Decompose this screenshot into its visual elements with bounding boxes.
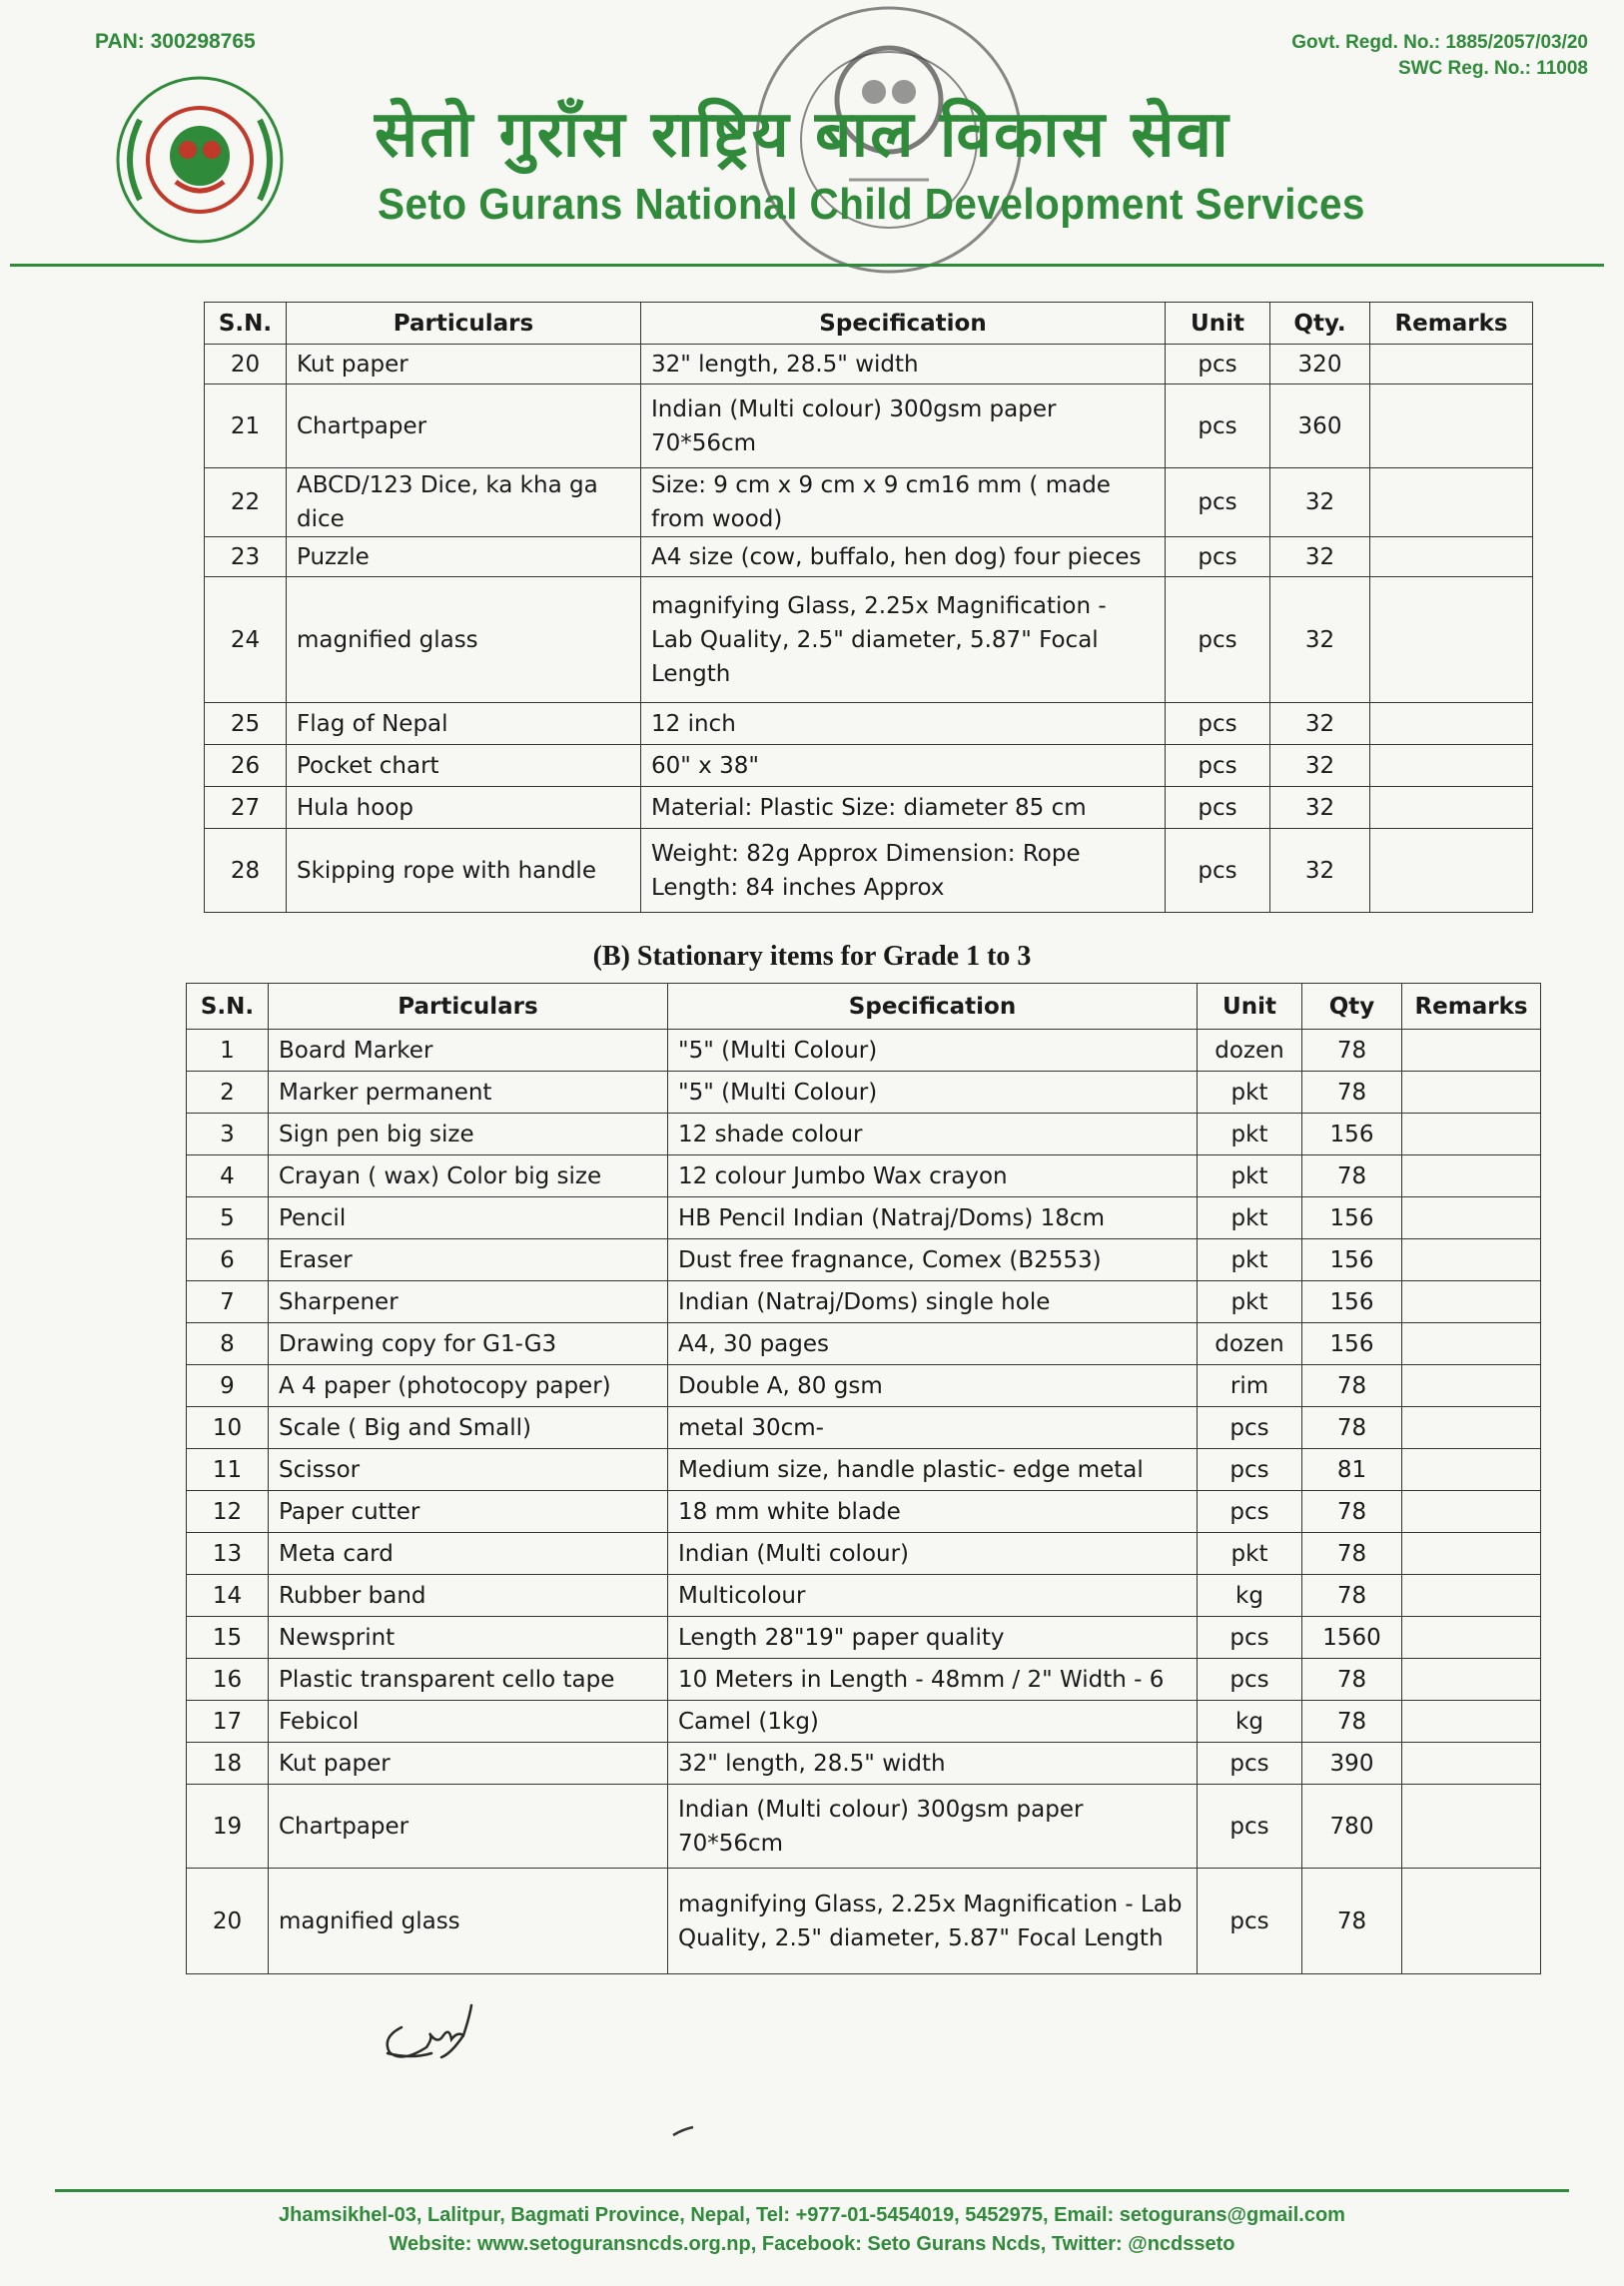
footer-web: Website: www.setoguransncds.org.np, Facebook: Seto Gurans Ncds, Twitter: @ncdsseto — [389, 2233, 1235, 2255]
cell-unit: pcs — [1166, 577, 1270, 703]
cell-remarks — [1402, 1323, 1541, 1365]
cell-qty: 156 — [1302, 1239, 1402, 1281]
registration-info — [1291, 30, 1588, 82]
cell-particulars: ABCD/123 Dice, ka kha ga dice — [287, 468, 641, 537]
table-row — [187, 1030, 1541, 1072]
cell-sn: 20 — [187, 1869, 269, 1974]
cell-particulars: Paper cutter — [269, 1491, 668, 1533]
cell-sn: 5 — [187, 1197, 269, 1239]
cell-remarks — [1402, 1407, 1541, 1449]
cell-remarks — [1370, 577, 1533, 703]
cell-particulars: magnified glass — [287, 577, 641, 703]
cell-qty: 78 — [1302, 1575, 1402, 1617]
scan-mark — [671, 2125, 695, 2139]
cell-specification: Size: 9 cm x 9 cm x 9 cm16 mm ( made from wood) — [641, 468, 1166, 537]
cell-sn: 1 — [187, 1030, 269, 1072]
cell-qty: 78 — [1302, 1533, 1402, 1575]
cell-particulars: A 4 paper (photocopy paper) — [269, 1365, 668, 1407]
cell-remarks — [1402, 1491, 1541, 1533]
cell-particulars: Board Marker — [269, 1030, 668, 1072]
table-header-row — [187, 984, 1541, 1030]
cell-specification: magnifying Glass, 2.25x Magnification - Lab Quality, 2.5" diameter, 5.87" Focal Length — [641, 577, 1166, 703]
cell-particulars: Marker permanent — [269, 1072, 668, 1114]
cell-sn: 11 — [187, 1449, 269, 1491]
cell-sn: 18 — [187, 1743, 269, 1785]
table-row — [187, 1659, 1541, 1701]
cell-unit: pcs — [1166, 384, 1270, 468]
table-row — [187, 1785, 1541, 1869]
cell-specification: 12 colour Jumbo Wax crayon — [668, 1155, 1198, 1197]
cell-remarks — [1402, 1869, 1541, 1974]
footer-divider — [55, 2189, 1569, 2192]
cell-specification: 12 inch — [641, 703, 1166, 745]
cell-remarks — [1402, 1072, 1541, 1114]
cell-unit: pcs — [1198, 1407, 1302, 1449]
cell-specification: 32" length, 28.5" width — [641, 345, 1166, 384]
cell-remarks — [1370, 537, 1533, 577]
cell-specification: Indian (Multi colour) 300gsm paper 70*56cm — [668, 1785, 1198, 1869]
cell-particulars: Crayan ( wax) Color big size — [269, 1155, 668, 1197]
cell-sn: 10 — [187, 1407, 269, 1449]
cell-remarks — [1402, 1785, 1541, 1869]
cell-unit: pkt — [1198, 1533, 1302, 1575]
cell-qty: 156 — [1302, 1323, 1402, 1365]
column-header-particulars: Particulars — [269, 984, 668, 1030]
cell-particulars: Sign pen big size — [269, 1114, 668, 1155]
cell-sn: 9 — [187, 1365, 269, 1407]
table-row — [205, 384, 1533, 468]
cell-particulars: Kut paper — [287, 345, 641, 384]
cell-sn: 4 — [187, 1155, 269, 1197]
cell-qty: 78 — [1302, 1407, 1402, 1449]
cell-particulars: Hula hoop — [287, 787, 641, 829]
cell-particulars: magnified glass — [269, 1869, 668, 1974]
cell-particulars: Scale ( Big and Small) — [269, 1407, 668, 1449]
cell-unit: pkt — [1198, 1197, 1302, 1239]
cell-qty: 78 — [1302, 1659, 1402, 1701]
column-header-sn: S.N. — [205, 303, 287, 345]
cell-unit: kg — [1198, 1701, 1302, 1743]
cell-sn: 7 — [187, 1281, 269, 1323]
cell-specification: Camel (1kg) — [668, 1701, 1198, 1743]
table-row — [187, 1575, 1541, 1617]
cell-unit: dozen — [1198, 1323, 1302, 1365]
footer-address: Jhamsikhel-03, Lalitpur, Bagmati Province, Nepal, Tel: +977-01-5454019, 5452975, Email: setogurans@gmail.com — [279, 2204, 1345, 2226]
cell-remarks — [1402, 1197, 1541, 1239]
cell-specification: Dust free fragnance, Comex (B2553) — [668, 1239, 1198, 1281]
cell-unit: pkt — [1198, 1155, 1302, 1197]
cell-unit: pcs — [1166, 345, 1270, 384]
cell-specification: A4, 30 pages — [668, 1323, 1198, 1365]
cell-unit: pcs — [1198, 1869, 1302, 1974]
cell-qty: 1560 — [1302, 1617, 1402, 1659]
cell-specification: Double A, 80 gsm — [668, 1365, 1198, 1407]
cell-particulars: Chartpaper — [269, 1785, 668, 1869]
cell-particulars: Eraser — [269, 1239, 668, 1281]
organisation-name-english: Seto Gurans National Child Development Services — [378, 180, 1365, 229]
table-row — [187, 1449, 1541, 1491]
cell-sn: 2 — [187, 1072, 269, 1114]
cell-remarks — [1370, 468, 1533, 537]
column-header-unit: Unit — [1166, 303, 1270, 345]
table-row — [187, 1491, 1541, 1533]
cell-sn: 22 — [205, 468, 287, 537]
table-row — [187, 1155, 1541, 1197]
table-row — [205, 829, 1533, 913]
cell-particulars: Febicol — [269, 1701, 668, 1743]
cell-qty: 390 — [1302, 1743, 1402, 1785]
table-row — [205, 345, 1533, 384]
cell-specification: Medium size, handle plastic- edge metal — [668, 1449, 1198, 1491]
cell-specification: Indian (Multi colour) — [668, 1533, 1198, 1575]
cell-specification: "5" (Multi Colour) — [668, 1072, 1198, 1114]
cell-sn: 25 — [205, 703, 287, 745]
column-header-qty: Qty. — [1270, 303, 1370, 345]
cell-remarks — [1370, 345, 1533, 384]
cell-qty: 81 — [1302, 1449, 1402, 1491]
cell-sn: 12 — [187, 1491, 269, 1533]
cell-specification: Indian (Multi colour) 300gsm paper 70*56cm — [641, 384, 1166, 468]
cell-remarks — [1370, 703, 1533, 745]
cell-qty: 78 — [1302, 1155, 1402, 1197]
table-row — [187, 1701, 1541, 1743]
cell-qty: 78 — [1302, 1365, 1402, 1407]
organisation-logo-icon — [80, 60, 320, 260]
cell-specification: Indian (Natraj/Doms) single hole — [668, 1281, 1198, 1323]
cell-remarks — [1370, 384, 1533, 468]
cell-remarks — [1402, 1659, 1541, 1701]
cell-sn: 17 — [187, 1701, 269, 1743]
cell-qty: 78 — [1302, 1701, 1402, 1743]
cell-unit: pcs — [1166, 829, 1270, 913]
cell-unit: kg — [1198, 1575, 1302, 1617]
cell-remarks — [1402, 1155, 1541, 1197]
cell-particulars: Pencil — [269, 1197, 668, 1239]
cell-qty: 360 — [1270, 384, 1370, 468]
table-row — [187, 1072, 1541, 1114]
cell-specification: magnifying Glass, 2.25x Magnification - Lab Quality, 2.5" diameter, 5.87" Focal Length — [668, 1869, 1198, 1974]
column-header-remarks: Remarks — [1370, 303, 1533, 345]
pan-number: PAN: 300298765 — [95, 30, 256, 53]
cell-qty: 32 — [1270, 829, 1370, 913]
cell-specification: Length 28"19" paper quality — [668, 1617, 1198, 1659]
cell-sn: 24 — [205, 577, 287, 703]
cell-particulars: Pocket chart — [287, 745, 641, 787]
cell-specification: Weight: 82g Approx Dimension: Rope Length: 84 inches Approx — [641, 829, 1166, 913]
cell-remarks — [1402, 1617, 1541, 1659]
cell-qty: 156 — [1302, 1281, 1402, 1323]
cell-remarks — [1402, 1449, 1541, 1491]
organisation-name-nepali: सेतो गुराँस राष्ट्रिय बाल विकास सेवा — [375, 98, 1230, 172]
cell-sn: 26 — [205, 745, 287, 787]
column-header-particulars: Particulars — [287, 303, 641, 345]
cell-specification: metal 30cm- — [668, 1407, 1198, 1449]
cell-particulars: Kut paper — [269, 1743, 668, 1785]
cell-unit: pkt — [1198, 1072, 1302, 1114]
cell-remarks — [1402, 1701, 1541, 1743]
cell-sn: 3 — [187, 1114, 269, 1155]
table-row — [187, 1407, 1541, 1449]
table-row — [187, 1281, 1541, 1323]
cell-particulars: Scissor — [269, 1449, 668, 1491]
cell-unit: pcs — [1166, 745, 1270, 787]
column-header-specification: Specification — [668, 984, 1198, 1030]
table-row — [205, 787, 1533, 829]
govt-regd-number: Govt. Regd. No.: 1885/2057/03/20 — [1291, 32, 1588, 53]
cell-particulars: Flag of Nepal — [287, 703, 641, 745]
table-row — [187, 1323, 1541, 1365]
cell-remarks — [1402, 1743, 1541, 1785]
cell-sn: 21 — [205, 384, 287, 468]
column-header-qty: Qty — [1302, 984, 1402, 1030]
cell-qty: 32 — [1270, 787, 1370, 829]
table-row — [187, 1869, 1541, 1974]
cell-unit: pcs — [1166, 703, 1270, 745]
cell-remarks — [1402, 1114, 1541, 1155]
cell-specification: 10 Meters in Length - 48mm / 2" Width - 6 — [668, 1659, 1198, 1701]
cell-unit: pcs — [1198, 1617, 1302, 1659]
signature-icon — [372, 1997, 491, 2067]
cell-sn: 13 — [187, 1533, 269, 1575]
cell-qty: 78 — [1302, 1072, 1402, 1114]
cell-sn: 20 — [205, 345, 287, 384]
column-header-unit: Unit — [1198, 984, 1302, 1030]
cell-unit: pkt — [1198, 1239, 1302, 1281]
cell-particulars: Puzzle — [287, 537, 641, 577]
cell-qty: 780 — [1302, 1785, 1402, 1869]
cell-remarks — [1370, 787, 1533, 829]
cell-sn: 23 — [205, 537, 287, 577]
items-table-a — [204, 302, 1533, 913]
cell-remarks — [1402, 1575, 1541, 1617]
table-row — [187, 1114, 1541, 1155]
cell-particulars: Sharpener — [269, 1281, 668, 1323]
table-header-row — [205, 303, 1533, 345]
cell-sn: 14 — [187, 1575, 269, 1617]
cell-remarks — [1402, 1533, 1541, 1575]
cell-particulars: Drawing copy for G1-G3 — [269, 1323, 668, 1365]
table-row — [187, 1617, 1541, 1659]
column-header-specification: Specification — [641, 303, 1166, 345]
cell-qty: 32 — [1270, 745, 1370, 787]
cell-unit: pcs — [1166, 537, 1270, 577]
cell-particulars: Newsprint — [269, 1617, 668, 1659]
swc-reg-number: SWC Reg. No.: 11008 — [1397, 58, 1588, 79]
table-row — [187, 1743, 1541, 1785]
table-row — [187, 1533, 1541, 1575]
header-divider — [10, 264, 1604, 267]
cell-qty: 32 — [1270, 703, 1370, 745]
cell-unit: pcs — [1198, 1449, 1302, 1491]
column-header-remarks: Remarks — [1402, 984, 1541, 1030]
cell-unit: pkt — [1198, 1281, 1302, 1323]
cell-sn: 27 — [205, 787, 287, 829]
cell-unit: pcs — [1198, 1743, 1302, 1785]
cell-particulars: Meta card — [269, 1533, 668, 1575]
cell-remarks — [1370, 829, 1533, 913]
cell-sn: 16 — [187, 1659, 269, 1701]
cell-qty: 156 — [1302, 1114, 1402, 1155]
cell-unit: pcs — [1198, 1491, 1302, 1533]
cell-remarks — [1402, 1365, 1541, 1407]
cell-qty: 78 — [1302, 1869, 1402, 1974]
cell-qty: 156 — [1302, 1197, 1402, 1239]
cell-qty: 32 — [1270, 468, 1370, 537]
cell-sn: 28 — [205, 829, 287, 913]
cell-unit: pkt — [1198, 1114, 1302, 1155]
cell-qty: 78 — [1302, 1030, 1402, 1072]
table-row — [205, 577, 1533, 703]
cell-remarks — [1402, 1281, 1541, 1323]
section-b-title: (B) Stationary items for Grade 1 to 3 — [592, 941, 1032, 972]
column-header-sn: S.N. — [187, 984, 269, 1030]
table-row — [205, 745, 1533, 787]
cell-specification: 32" length, 28.5" width — [668, 1743, 1198, 1785]
cell-sn: 8 — [187, 1323, 269, 1365]
cell-sn: 6 — [187, 1239, 269, 1281]
cell-unit: pcs — [1166, 787, 1270, 829]
cell-unit: pcs — [1198, 1659, 1302, 1701]
footer-contact — [0, 2201, 1624, 2259]
cell-qty: 32 — [1270, 537, 1370, 577]
cell-unit: pcs — [1166, 468, 1270, 537]
cell-unit: pcs — [1198, 1785, 1302, 1869]
cell-particulars: Plastic transparent cello tape — [269, 1659, 668, 1701]
cell-qty: 78 — [1302, 1491, 1402, 1533]
cell-sn: 19 — [187, 1785, 269, 1869]
table-row — [205, 468, 1533, 537]
table-row — [205, 537, 1533, 577]
cell-sn: 15 — [187, 1617, 269, 1659]
cell-specification: A4 size (cow, buffalo, hen dog) four pieces — [641, 537, 1166, 577]
cell-qty: 320 — [1270, 345, 1370, 384]
cell-remarks — [1370, 745, 1533, 787]
cell-qty: 32 — [1270, 577, 1370, 703]
table-row — [187, 1365, 1541, 1407]
cell-particulars: Skipping rope with handle — [287, 829, 641, 913]
items-table-b — [186, 983, 1541, 1974]
cell-specification: HB Pencil Indian (Natraj/Doms) 18cm — [668, 1197, 1198, 1239]
table-row — [187, 1197, 1541, 1239]
table-row — [205, 703, 1533, 745]
cell-particulars: Chartpaper — [287, 384, 641, 468]
cell-unit: rim — [1198, 1365, 1302, 1407]
cell-unit: dozen — [1198, 1030, 1302, 1072]
cell-specification: 60" x 38" — [641, 745, 1166, 787]
cell-specification: 12 shade colour — [668, 1114, 1198, 1155]
cell-specification: "5" (Multi Colour) — [668, 1030, 1198, 1072]
cell-specification: Multicolour — [668, 1575, 1198, 1617]
cell-specification: 18 mm white blade — [668, 1491, 1198, 1533]
table-row — [187, 1239, 1541, 1281]
cell-remarks — [1402, 1239, 1541, 1281]
cell-remarks — [1402, 1030, 1541, 1072]
cell-specification: Material: Plastic Size: diameter 85 cm — [641, 787, 1166, 829]
cell-particulars: Rubber band — [269, 1575, 668, 1617]
